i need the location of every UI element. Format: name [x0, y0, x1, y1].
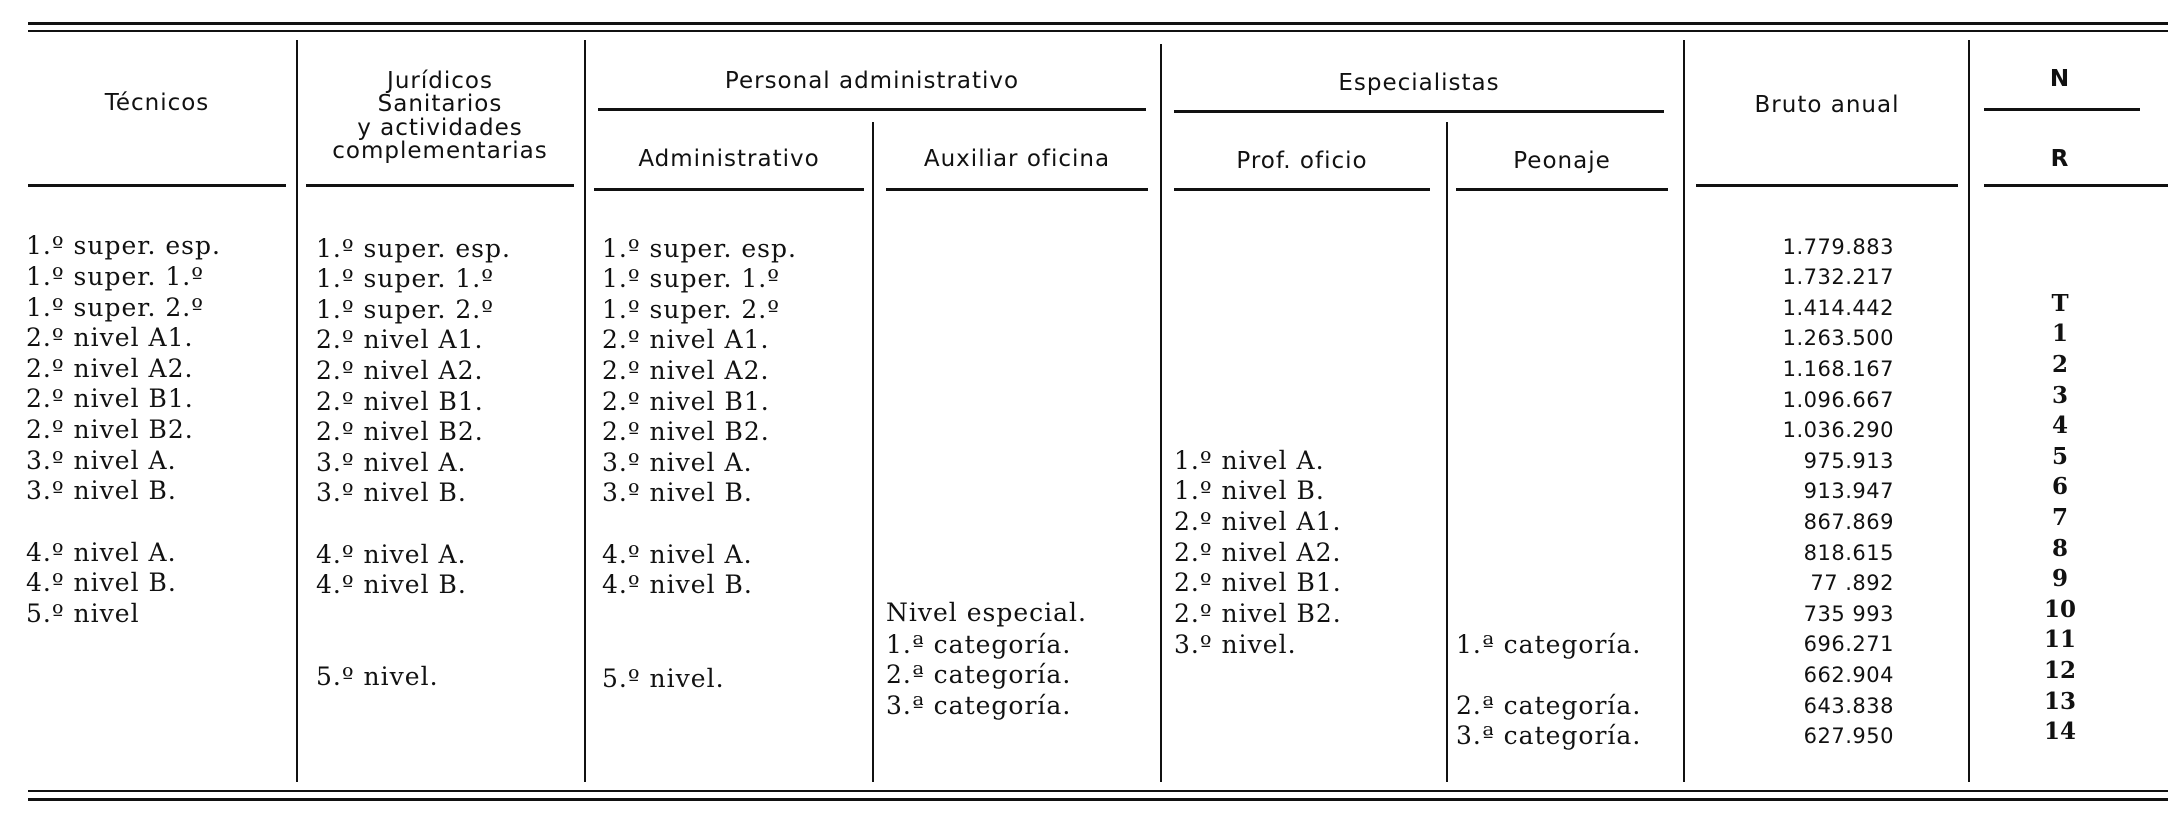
hdr-rule-administrativo	[594, 188, 864, 191]
header-personal-admin: Personal administrativo	[724, 68, 1020, 94]
juridicos-cell: 2.º nivel A1.	[316, 325, 484, 354]
header-juridicos: Jurídicos Sanitarios y actividades complementarias	[332, 68, 548, 165]
tecnicos-cell: 5.º nivel	[26, 599, 140, 628]
tecnicos-cell: 3.º nivel A.	[26, 446, 177, 475]
hdr-rule-r	[1984, 184, 2168, 187]
bruto-value: 627.950	[1803, 724, 1894, 748]
index-label: 1	[2051, 320, 2068, 347]
hdr-rule-especialistas	[1174, 110, 1664, 113]
bruto-value: 1.779.883	[1782, 235, 1894, 259]
juridicos-cell: 2.º nivel B1.	[316, 387, 484, 416]
prof-oficio-cell: 2.º nivel B2.	[1174, 599, 1342, 628]
juridicos-cell: 5.º nivel.	[316, 662, 439, 691]
prof-oficio-cell: 1.º nivel A.	[1174, 446, 1325, 475]
header-tecnicos: Técnicos	[104, 90, 210, 116]
col-divider-6	[1683, 40, 1685, 782]
tecnicos-cell: 2.º nivel B2.	[26, 415, 194, 444]
index-label: 10	[2043, 596, 2076, 623]
index-label: 3	[2051, 382, 2068, 409]
index-label: 11	[2043, 626, 2076, 653]
hdr-rule-auxiliar	[886, 188, 1148, 191]
top-rule-2	[28, 30, 2168, 32]
administrativo-cell: 2.º nivel B2.	[602, 417, 770, 446]
administrativo-cell: 2.º nivel B1.	[602, 387, 770, 416]
col-divider-5	[1446, 122, 1448, 782]
header-especialistas: Especialistas	[1338, 70, 1500, 96]
peonaje-cell: 2.ª categoría.	[1456, 691, 1642, 720]
hdr-rule-tecnicos	[28, 184, 286, 187]
col-divider-2	[584, 40, 586, 782]
bruto-value: 1.263.500	[1782, 326, 1894, 350]
administrativo-cell: 5.º nivel.	[602, 664, 725, 693]
bruto-value: 1.732.217	[1782, 265, 1894, 289]
index-label: T	[2051, 290, 2069, 317]
bruto-value: 77 .892	[1810, 571, 1894, 595]
index-label: 7	[2051, 504, 2068, 531]
tecnicos-cell: 1.º super. 1.º	[26, 262, 204, 291]
auxiliar-cell: 2.ª categoría.	[886, 660, 1072, 689]
header-administrativo: Administrativo	[638, 146, 820, 172]
index-label: 2	[2051, 351, 2068, 378]
bruto-value: 1.036.290	[1782, 418, 1894, 442]
juridicos-cell: 2.º nivel B2.	[316, 417, 484, 446]
header-prof-oficio: Prof. oficio	[1236, 148, 1368, 174]
administrativo-cell: 2.º nivel A2.	[602, 356, 770, 385]
header-bruto: Bruto anual	[1754, 92, 1900, 118]
juridicos-cell: 3.º nivel A.	[316, 448, 467, 477]
col-divider-4	[1160, 44, 1162, 782]
hdr-rule-juridicos	[306, 184, 574, 187]
index-label: 8	[2051, 535, 2068, 562]
hdr-rule-bruto	[1696, 184, 1958, 187]
top-rule-1	[28, 22, 2168, 25]
prof-oficio-cell: 2.º nivel A2.	[1174, 538, 1342, 567]
prof-oficio-cell: 2.º nivel B1.	[1174, 568, 1342, 597]
administrativo-cell: 1.º super. 2.º	[602, 295, 780, 324]
hdr-rule-prof-oficio	[1174, 188, 1430, 191]
index-label: 9	[2051, 565, 2068, 592]
juridicos-cell: 3.º nivel B.	[316, 478, 467, 507]
bruto-value: 643.838	[1803, 694, 1894, 718]
prof-oficio-cell: 2.º nivel A1.	[1174, 507, 1342, 536]
header-n: N	[2049, 66, 2071, 92]
bruto-value: 735 993	[1803, 602, 1894, 626]
hdr-rule-peonaje	[1456, 188, 1668, 191]
tecnicos-cell: 2.º nivel B1.	[26, 384, 194, 413]
juridicos-cell: 1.º super. esp.	[316, 234, 511, 263]
tecnicos-cell: 3.º nivel B.	[26, 476, 177, 505]
tecnicos-cell: 1.º super. esp.	[26, 231, 221, 260]
bruto-value: 867.869	[1803, 510, 1894, 534]
header-auxiliar: Auxiliar oficina	[923, 146, 1111, 172]
administrativo-cell: 4.º nivel B.	[602, 570, 753, 599]
bruto-value: 662.904	[1803, 663, 1894, 687]
tecnicos-cell: 4.º nivel A.	[26, 538, 177, 567]
index-label: 4	[2051, 412, 2068, 439]
juridicos-cell: 1.º super. 2.º	[316, 295, 494, 324]
bruto-value: 818.615	[1803, 541, 1894, 565]
administrativo-cell: 2.º nivel A1.	[602, 325, 770, 354]
tecnicos-cell: 2.º nivel A1.	[26, 323, 194, 352]
juridicos-cell: 1.º super. 1.º	[316, 264, 494, 293]
index-label: 13	[2043, 688, 2076, 715]
juridicos-cell: 4.º nivel B.	[316, 570, 467, 599]
header-r: R	[2050, 146, 2070, 172]
index-label: 6	[2051, 473, 2068, 500]
index-label: 12	[2043, 657, 2076, 684]
tecnicos-cell: 1.º super. 2.º	[26, 293, 204, 322]
col-divider-1	[296, 40, 298, 782]
bruto-value: 1.096.667	[1782, 388, 1894, 412]
hdr-rule-n	[1984, 108, 2140, 111]
tecnicos-cell: 4.º nivel B.	[26, 568, 177, 597]
administrativo-cell: 3.º nivel A.	[602, 448, 753, 477]
peonaje-cell: 3.ª categoría.	[1456, 721, 1642, 750]
bottom-rule-2	[28, 798, 2168, 801]
auxiliar-cell: 1.ª categoría.	[886, 630, 1072, 659]
bruto-value: 975.913	[1803, 449, 1894, 473]
col-divider-7	[1968, 40, 1970, 782]
prof-oficio-cell: 1.º nivel B.	[1174, 476, 1325, 505]
bruto-value: 913.947	[1803, 479, 1894, 503]
bottom-rule-1	[28, 790, 2168, 792]
administrativo-cell: 3.º nivel B.	[602, 478, 753, 507]
index-label: 14	[2043, 718, 2076, 745]
bruto-value: 1.414.442	[1782, 296, 1894, 320]
auxiliar-cell: 3.ª categoría.	[886, 691, 1072, 720]
auxiliar-cell: Nivel especial.	[886, 598, 1087, 627]
col-divider-3	[872, 122, 874, 782]
administrativo-cell: 4.º nivel A.	[602, 540, 753, 569]
prof-oficio-cell: 3.º nivel.	[1174, 630, 1297, 659]
bruto-value: 696.271	[1803, 632, 1894, 656]
bruto-value: 1.168.167	[1782, 357, 1894, 381]
header-peonaje: Peonaje	[1513, 148, 1611, 174]
peonaje-cell: 1.ª categoría.	[1456, 630, 1642, 659]
administrativo-cell: 1.º super. 1.º	[602, 264, 780, 293]
tecnicos-cell: 2.º nivel A2.	[26, 354, 194, 383]
index-label: 5	[2051, 443, 2068, 470]
hdr-rule-personal-admin	[598, 108, 1146, 111]
juridicos-cell: 4.º nivel A.	[316, 540, 467, 569]
administrativo-cell: 1.º super. esp.	[602, 234, 797, 263]
juridicos-cell: 2.º nivel A2.	[316, 356, 484, 385]
